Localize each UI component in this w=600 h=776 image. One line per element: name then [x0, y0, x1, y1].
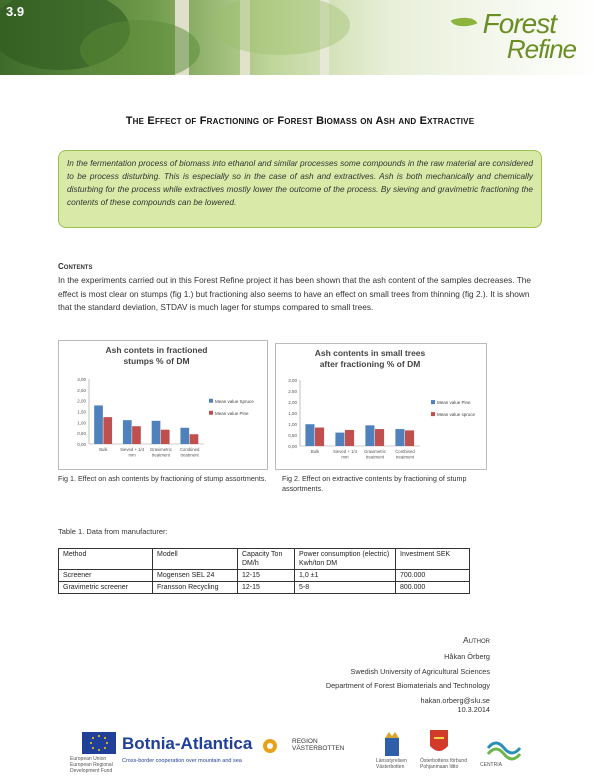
table-cell: Gravimetric screener [59, 582, 153, 594]
x-tick-label: treatment [365, 454, 385, 460]
table-cell: Screener [59, 570, 153, 582]
bar [395, 429, 404, 446]
legend-swatch [431, 412, 435, 416]
table-cell: 700.000 [396, 570, 470, 582]
forest-refine-logo [446, 6, 586, 68]
author-block [326, 650, 490, 708]
table-caption: Table 1. Data from manufacturer: [58, 527, 168, 536]
table-cell: 12-15 [238, 570, 295, 582]
leaf-icon [451, 12, 478, 31]
y-tick-label: 2,50 [77, 387, 86, 393]
table-header-cell: Modell [153, 549, 238, 570]
bar [132, 426, 141, 444]
y-tick-label: 0,00 [288, 444, 297, 449]
table-cell: 5-8 [295, 582, 396, 594]
legend-label: Mean value Pine [215, 410, 249, 416]
legend-label: Mean value spruce [437, 412, 476, 418]
abstract-box: In the fermentation process of biomass into ethanol and similar processes some compounds in the raw material are considered to be process disturbing. This is especially so in the case of ash and extractives. Ash is both mechanically and chemically disturbing for the process while extractives mostly lower the outcome of the process. By sieving and gravimetric fractioning the contents of these compounds can be lowered. [58, 150, 542, 228]
y-tick-label: 3,00 [288, 378, 297, 383]
chart-ash-small-trees [275, 343, 487, 470]
author-dept: Department of Forest Biomaterials and Technology [325, 681, 490, 690]
bar [345, 430, 354, 446]
x-tick-label: mm [341, 454, 349, 460]
chart-title: after fractioning % of DM [319, 359, 421, 369]
document-date: 10.3.2014 [457, 705, 490, 714]
centria-label: CENTRIA [480, 762, 502, 768]
chart-title: Ash contents in small trees [314, 348, 426, 358]
y-tick-label: 1,50 [77, 409, 86, 415]
table-header-cell: Investment SEK [396, 549, 470, 570]
bar [161, 430, 170, 444]
bar [305, 424, 314, 446]
page-number: 3.9 [6, 4, 25, 19]
x-tick-label: Gravimetric [149, 447, 172, 452]
bar [315, 428, 324, 446]
table-cell: Fransson Recycling [153, 582, 238, 594]
chart-title: stumps % of DM [123, 356, 190, 366]
y-tick-label: 2,00 [77, 398, 86, 404]
eu-label: European Union European Regional Development Fund [70, 756, 113, 774]
bar [335, 433, 344, 446]
x-tick-label: Gravimetric [364, 449, 386, 454]
x-tick-label: Bulk [99, 447, 108, 452]
x-tick-label: Sieved + 1/4 [120, 447, 145, 452]
table-header-row [59, 549, 470, 570]
chart-ash-small-trees-svg [276, 344, 486, 469]
region-label: REGION VÄSTERBOTTEN [292, 738, 345, 752]
lst-label: Länsstyrelsen Västerbotten [376, 758, 407, 770]
y-tick-label: 0,50 [77, 431, 86, 437]
x-tick-label: Bulk [310, 449, 320, 454]
chart-ash-stumps-svg [59, 341, 267, 469]
bar [180, 428, 189, 444]
author-name: Håkan Örberg [444, 652, 490, 661]
bar [405, 430, 414, 446]
table-cell: 800.000 [396, 582, 470, 594]
bar [152, 421, 161, 444]
table-header-cell: Capacity Ton DM/h [238, 549, 295, 570]
legend-swatch [209, 399, 213, 403]
wave-logo-icon [488, 743, 520, 759]
document-title: The Effect of Fractioning of Forest Biomass on Ash and Extractive [125, 115, 475, 127]
legend-label: Mean value Spruce [215, 398, 254, 404]
table-header-cell: Power consumption (electric) Kwh/ton DM [295, 549, 396, 570]
bar [375, 429, 384, 446]
x-tick-label: treatment [395, 454, 415, 460]
x-tick-label: Combined [395, 449, 415, 454]
y-tick-label: 0,00 [77, 442, 86, 447]
y-tick-label: 2,50 [288, 389, 297, 394]
y-tick-label: 1,00 [77, 420, 86, 426]
botnia-sub: Cross-border cooperation over mountain and sea [122, 758, 242, 764]
bar [103, 417, 112, 444]
bar [123, 420, 132, 444]
crown-crest-icon [385, 732, 399, 756]
manufacturer-table [58, 548, 470, 594]
author-email[interactable]: hakan.orberg@slu.se [420, 695, 490, 705]
bar [365, 425, 374, 446]
table-cell: 1,0 ±1 [295, 570, 396, 582]
x-tick-label: Sieved + 1/4 [332, 449, 358, 454]
chart-ash-stumps [58, 340, 268, 470]
shield-crest-icon [430, 730, 448, 751]
x-tick-label: Combined [179, 447, 200, 452]
botnia-logo-text: Botnia-Atlantica [122, 734, 253, 753]
legend-swatch [209, 411, 213, 415]
pohjan-label: Österbottens förbund Pohjanmaan liitto [420, 758, 467, 770]
fig2-caption: Fig 2. Effect on extractive contents by fractioning of stump assortments. [282, 474, 467, 493]
footer-logos [70, 728, 540, 773]
author-heading: Author [462, 635, 490, 645]
table-cell: 12-15 [238, 582, 295, 594]
contents-heading: Contents [58, 262, 93, 271]
contents-text: In the experiments carried out in this Forest Refine project it has been shown that the ash content of the samples decreases. The effect is most clear on stumps (fig 1.) but fractioning also seems to have an effect on small trees from thinning (fig 2.). It is shown that the standard deviation, STDAV is much lager for stumps compared to small trees. [58, 275, 532, 312]
table-row [59, 582, 470, 594]
table-header-cell: Method [59, 549, 153, 570]
y-tick-label: 2,00 [288, 400, 297, 405]
x-tick-label: treatment [180, 452, 199, 458]
bar [94, 405, 103, 444]
legend-label: Mean value Pine [437, 400, 471, 406]
y-tick-label: 1,50 [288, 411, 297, 416]
fig1-caption: Fig 1. Effect on ash contents by fractioning of stump assortments. [58, 474, 267, 483]
x-tick-label: treatment [151, 452, 170, 458]
bar [190, 434, 199, 444]
x-tick-label: mm [128, 452, 136, 458]
y-tick-label: 0,50 [288, 433, 297, 438]
logo-word-refine: Refine [506, 34, 576, 64]
sun-icon [263, 739, 277, 753]
legend-swatch [431, 400, 435, 404]
header-banner [0, 0, 600, 75]
y-tick-label: 3,00 [77, 377, 86, 382]
table-row [59, 570, 470, 582]
logo-word-forest: Forest [482, 8, 556, 39]
y-tick-label: 1,00 [288, 422, 297, 427]
author-org: Swedish University of Agricultural Sciences [350, 666, 490, 676]
table-cell: Mogensen SEL 24 [153, 570, 238, 582]
chart-title: Ash contets in fractioned [105, 345, 208, 355]
